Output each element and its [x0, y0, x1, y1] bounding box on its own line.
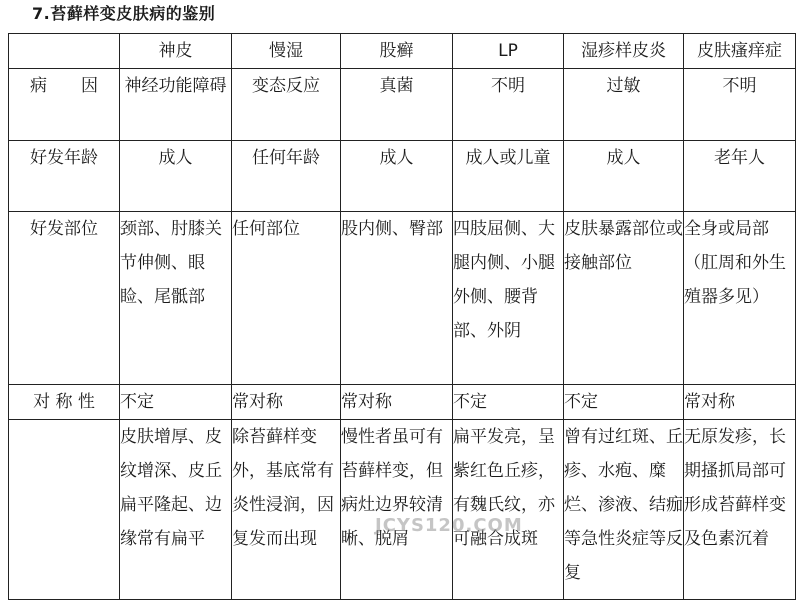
column-header: 股癣: [341, 34, 453, 69]
table-cell: 成人: [564, 141, 684, 212]
watermark: JCYS120.COM: [375, 515, 523, 536]
row-header: 好发部位: [9, 212, 120, 385]
table-row: [9, 420, 796, 600]
table-cell: 神经功能障碍: [120, 69, 232, 141]
table-row: [9, 141, 796, 212]
table-cell: 不定: [564, 385, 684, 420]
table-cell: 成人或儿童: [453, 141, 564, 212]
column-header: 慢湿: [232, 34, 341, 69]
table-cell: 任何部位: [232, 212, 341, 385]
table-cell: 常对称: [341, 385, 453, 420]
column-header: 皮肤瘙痒症: [684, 34, 796, 69]
table-cell: 不明: [453, 69, 564, 141]
column-header: LP: [453, 34, 564, 69]
table-cell: 皮肤暴露部位或接触部位: [564, 212, 684, 385]
table-cell: 除苔藓样变外，基底常有炎性浸润，因复发而出现: [232, 420, 341, 600]
table-cell: 皮肤增厚、皮纹增深、皮丘扁平隆起、边缘常有扁平: [120, 420, 232, 600]
table-cell: 无原发疹，长期搔抓局部可形成苔藓样变及色素沉着: [684, 420, 796, 600]
table-cell: 不明: [684, 69, 796, 141]
table-cell: 成人: [120, 141, 232, 212]
table-cell: 变态反应: [232, 69, 341, 141]
column-header: 神皮: [120, 34, 232, 69]
row-header: [9, 420, 120, 600]
column-header: 湿疹样皮炎: [564, 34, 684, 69]
table-cell: 扁平发亮，呈紫红色丘疹，有魏氏纹，亦可融合成斑: [453, 420, 564, 600]
corner-cell: [9, 34, 120, 69]
table-cell: 成人: [341, 141, 453, 212]
row-header: 对 称 性: [9, 385, 120, 420]
table-cell: 老年人: [684, 141, 796, 212]
row-header: 病 因: [9, 69, 120, 141]
table-cell: 颈部、肘膝关节伸侧、眼睑、尾骶部: [120, 212, 232, 385]
table-cell: 常对称: [684, 385, 796, 420]
table-cell: 过敏: [564, 69, 684, 141]
row-header: 好发年龄: [9, 141, 120, 212]
table-cell: 曾有过红斑、丘疹、水疱、糜烂、渗液、结痂等急性炎症等反复: [564, 420, 684, 600]
table-cell: 股内侧、臀部: [341, 212, 453, 385]
table-row: [9, 385, 796, 420]
table-cell: 全身或局部（肛周和外生殖器多见）: [684, 212, 796, 385]
table-cell: 不定: [453, 385, 564, 420]
page-title: 7.苔藓样变皮肤病的鉴别: [32, 4, 216, 23]
table-cell: 不定: [120, 385, 232, 420]
table-row: [9, 212, 796, 385]
table-cell: 真菌: [341, 69, 453, 141]
table-cell: 慢性者虽可有苔藓样变，但病灶边界较清晰、脱屑: [341, 420, 453, 600]
table-cell: 任何年龄: [232, 141, 341, 212]
differential-table: [8, 33, 796, 600]
table-header-row: [9, 34, 796, 69]
table-row: [9, 69, 796, 141]
table-cell: 常对称: [232, 385, 341, 420]
table-cell: 四肢屈侧、大腿内侧、小腿外侧、腰背部、外阴: [453, 212, 564, 385]
